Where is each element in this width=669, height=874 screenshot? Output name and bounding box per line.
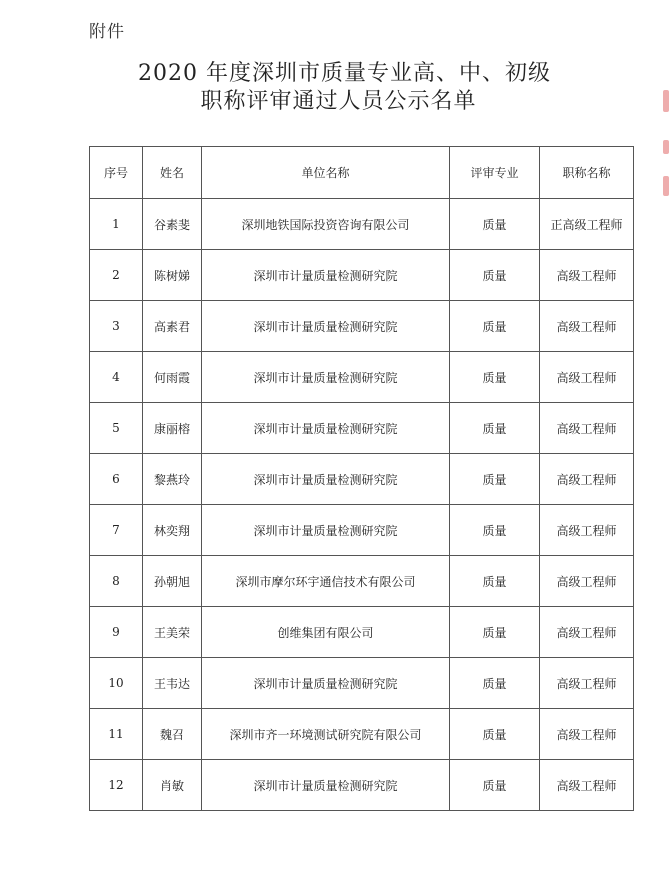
cell-specialty: 质量 [450, 301, 540, 352]
cell-organization: 深圳市计量质量检测研究院 [202, 352, 450, 403]
cell-organization: 深圳地铁国际投资咨询有限公司 [202, 199, 450, 250]
cell-title-rank: 正高级工程师 [540, 199, 634, 250]
seal-edge-mark [663, 176, 669, 196]
cell-title-rank: 高级工程师 [540, 301, 634, 352]
table-row [90, 403, 634, 454]
cell-specialty: 质量 [450, 658, 540, 709]
cell-serial: 5 [90, 403, 143, 454]
cell-name: 孙朝旭 [143, 556, 202, 607]
cell-organization: 深圳市计量质量检测研究院 [202, 301, 450, 352]
table-row [90, 607, 634, 658]
cell-title-rank: 高级工程师 [540, 454, 634, 505]
table-row [90, 250, 634, 301]
cell-organization: 深圳市计量质量检测研究院 [202, 760, 450, 811]
table-row [90, 556, 634, 607]
cell-organization: 深圳市计量质量检测研究院 [202, 403, 450, 454]
cell-name: 高素君 [143, 301, 202, 352]
cell-organization: 创维集团有限公司 [202, 607, 450, 658]
table-row [90, 352, 634, 403]
cell-title-rank: 高级工程师 [540, 403, 634, 454]
cell-organization: 深圳市计量质量检测研究院 [202, 505, 450, 556]
cell-serial: 9 [90, 607, 143, 658]
cell-serial: 8 [90, 556, 143, 607]
cell-organization: 深圳市计量质量检测研究院 [202, 454, 450, 505]
table-row [90, 199, 634, 250]
cell-serial: 7 [90, 505, 143, 556]
seal-edge-mark [663, 140, 669, 154]
cell-serial: 3 [90, 301, 143, 352]
header-specialty: 评审专业 [450, 147, 540, 199]
cell-name: 陈树娣 [143, 250, 202, 301]
cell-serial: 10 [90, 658, 143, 709]
cell-specialty: 质量 [450, 607, 540, 658]
cell-specialty: 质量 [450, 403, 540, 454]
cell-serial: 11 [90, 709, 143, 760]
header-organization: 单位名称 [202, 147, 450, 199]
table-row [90, 709, 634, 760]
cell-serial: 4 [90, 352, 143, 403]
cell-name: 魏召 [143, 709, 202, 760]
cell-specialty: 质量 [450, 454, 540, 505]
attachment-label: 附件 [89, 22, 125, 42]
cell-name: 王美荣 [143, 607, 202, 658]
cell-title-rank: 高级工程师 [540, 505, 634, 556]
cell-organization: 深圳市计量质量检测研究院 [202, 658, 450, 709]
cell-title-rank: 高级工程师 [540, 352, 634, 403]
cell-specialty: 质量 [450, 199, 540, 250]
cell-name: 王韦达 [143, 658, 202, 709]
cell-title-rank: 高级工程师 [540, 556, 634, 607]
table-header-row [90, 147, 634, 199]
cell-name: 谷素斐 [143, 199, 202, 250]
cell-title-rank: 高级工程师 [540, 658, 634, 709]
table-row [90, 760, 634, 811]
cell-specialty: 质量 [450, 556, 540, 607]
cell-title-rank: 高级工程师 [540, 709, 634, 760]
cell-title-rank: 高级工程师 [540, 607, 634, 658]
cell-organization: 深圳市齐一环境测试研究院有限公司 [202, 709, 450, 760]
cell-title-rank: 高级工程师 [540, 760, 634, 811]
cell-serial: 6 [90, 454, 143, 505]
cell-specialty: 质量 [450, 250, 540, 301]
cell-name: 林奕翔 [143, 505, 202, 556]
cell-name: 康丽榕 [143, 403, 202, 454]
table-row [90, 454, 634, 505]
header-serial: 序号 [90, 147, 143, 199]
cell-specialty: 质量 [450, 505, 540, 556]
personnel-table [89, 146, 634, 811]
cell-title-rank: 高级工程师 [540, 250, 634, 301]
table-row [90, 301, 634, 352]
cell-specialty: 质量 [450, 709, 540, 760]
cell-name: 黎燕玲 [143, 454, 202, 505]
page-title-line-1: 2020 年度深圳市质量专业高、中、初级 [138, 61, 551, 86]
cell-organization: 深圳市摩尔环宇通信技术有限公司 [202, 556, 450, 607]
cell-organization: 深圳市计量质量检测研究院 [202, 250, 450, 301]
cell-name: 何雨霞 [143, 352, 202, 403]
cell-specialty: 质量 [450, 760, 540, 811]
cell-name: 肖敏 [143, 760, 202, 811]
header-name: 姓名 [143, 147, 202, 199]
page-title-line-2: 职称评审通过人员公示名单 [200, 89, 477, 114]
cell-serial: 12 [90, 760, 143, 811]
table-row [90, 658, 634, 709]
cell-serial: 1 [90, 199, 143, 250]
cell-specialty: 质量 [450, 352, 540, 403]
table-row [90, 505, 634, 556]
seal-edge-mark [663, 90, 669, 112]
header-title-rank: 职称名称 [540, 147, 634, 199]
cell-serial: 2 [90, 250, 143, 301]
